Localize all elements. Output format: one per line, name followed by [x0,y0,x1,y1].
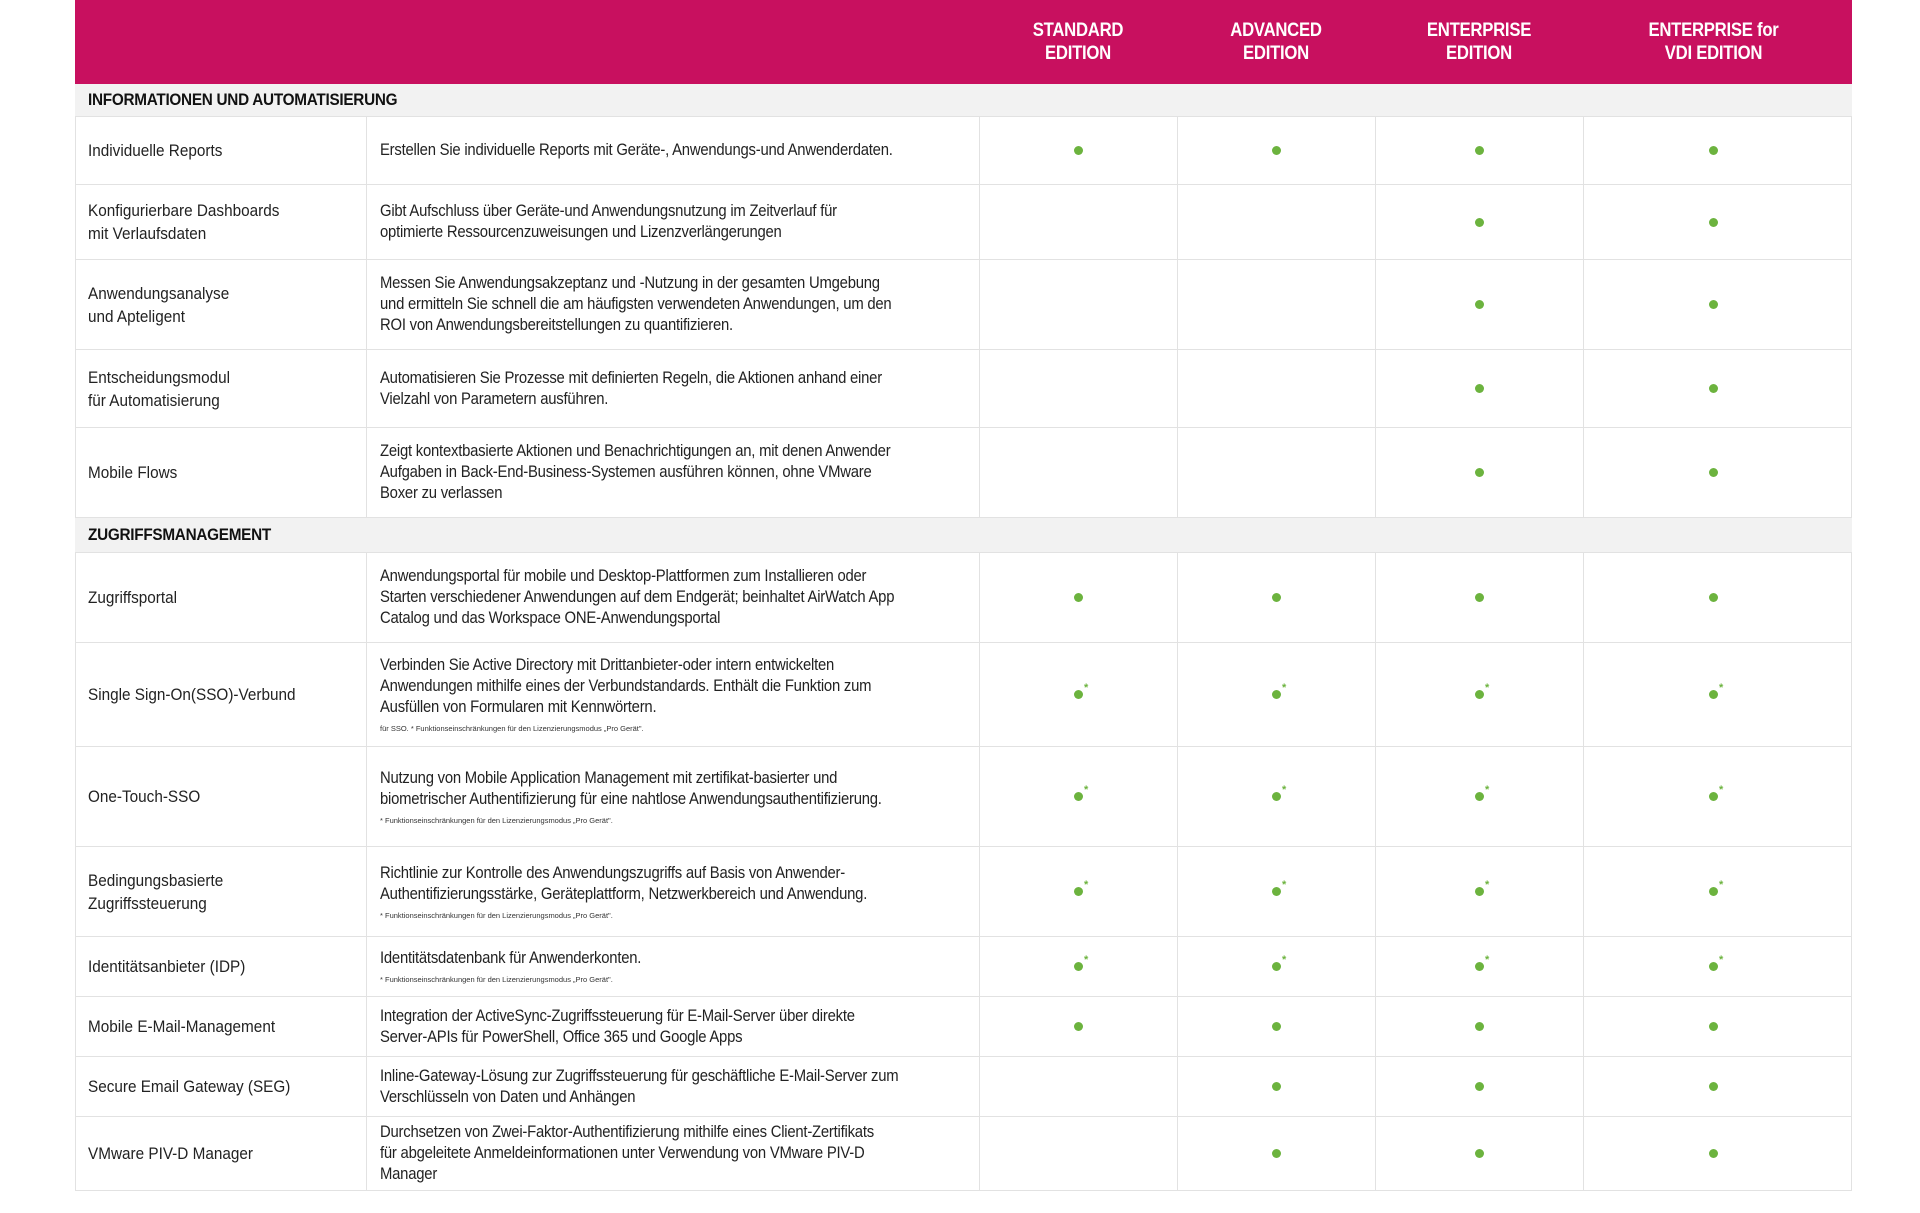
availability-cell [1376,643,1584,746]
feature-cell [76,185,367,259]
feature-description: Automatisieren Sie Prozesse mit definierten Regeln, die Aktionen anhand einer Vielzahl von Parametern ausführen. [380,368,882,408]
feature-description: Identitätsdatenbank für Anwenderkonten. [380,949,642,967]
table-row [75,260,1852,350]
included-dot-icon [1074,1022,1083,1031]
availability-cell [980,428,1178,517]
included-dot-icon [1475,384,1484,393]
availability-cell [980,1117,1178,1190]
included-dot-icon [1709,1022,1718,1031]
footnote: * Funktionseinschränkungen für den Lizenzierungsmodus „Pro Gerät". [380,975,613,984]
included-with-restriction-dot-icon [1074,690,1083,699]
feature-cell [76,937,367,996]
included-with-restriction-dot-icon [1475,887,1484,896]
availability-cell [1178,847,1376,936]
description-cell [367,117,980,184]
availability-cell [1584,260,1843,349]
availability-cell [1584,747,1843,846]
availability-cell [1376,553,1584,642]
feature-cell [76,350,367,427]
availability-cell [1584,117,1843,184]
feature-name: Mobile E-Mail-Management [88,1017,276,1036]
description-cell [367,185,980,259]
feature-description: Inline-Gateway-Lösung zur Zugriffssteuerung für geschäftliche E-Mail-Server zum Verschlüsseln von Daten und Anhängen [380,1066,899,1106]
table-body [75,84,1852,1191]
feature-cell [76,1057,367,1116]
included-with-restriction-dot-icon [1709,792,1718,801]
description-cell [367,997,980,1056]
availability-cell [1178,260,1376,349]
footnote: für SSO. * Funktionseinschränkungen für den Lizenzierungsmodus „Pro Gerät". [380,724,644,733]
included-dot-icon [1272,1149,1281,1158]
feature-name: Bedingungsbasierte Zugriffssteuerung [88,870,224,913]
footnote: * Funktionseinschränkungen für den Lizenzierungsmodus „Pro Gerät". [380,910,613,920]
availability-cell [1376,185,1584,259]
header-enterprise-edition: ENTERPRISE EDITION [1426,20,1532,64]
included-with-restriction-dot-icon [1475,690,1484,699]
description-cell [367,643,980,746]
feature-description: Nutzung von Mobile Application Management mit zertifikat-basierter und biometrischer Authentifizierung für eine nahtlose Anwendungsauthentifizierung. [380,768,882,808]
table-row [75,643,1852,747]
table-row [75,1057,1852,1117]
feature-description: Zeigt kontextbasierte Aktionen und Benachrichtigungen an, mit denen Anwender Aufgaben in Back-End-Business-Systemen ausführen können, ohne VMware Boxer zu verlassen [380,442,891,502]
availability-cell [1584,1057,1843,1116]
included-dot-icon [1475,468,1484,477]
included-dot-icon [1074,146,1083,155]
availability-cell [1376,350,1584,427]
availability-cell [1584,643,1843,746]
availability-cell [1584,937,1843,996]
included-with-restriction-dot-icon [1272,690,1281,699]
included-with-restriction-dot-icon [1709,962,1718,971]
header-enterprise-vdi-edition: ENTERPRISE for VDI EDITION [1648,20,1779,64]
included-dot-icon [1475,1022,1484,1031]
description-cell [367,937,980,996]
header-spacer [75,0,979,84]
feature-description: Durchsetzen von Zwei-Faktor-Authentifizierung mithilfe eines Client-Zertifikats für abgeleitete Anmeldeinformationen unter Verwendung von VMware PIV-D Manager [380,1123,874,1183]
included-dot-icon [1272,146,1281,155]
availability-cell [1584,428,1843,517]
availability-cell [1178,1117,1376,1190]
section-title: ZUGRIFFSMANAGEMENT [88,525,271,544]
feature-name: Entscheidungsmodul für Automatisierung [88,367,231,410]
availability-cell [1178,747,1376,846]
feature-cell [76,553,367,642]
availability-cell [980,847,1178,936]
feature-cell [76,1117,367,1190]
feature-cell [76,117,367,184]
feature-description: Messen Sie Anwendungsakzeptanz und -Nutzung in der gesamten Umgebung und ermitteln Sie schnell die am häufigsten verwendeten Anwendungen, um den ROI von Anwendungsbereitstellungen zu quantifizieren. [380,274,892,334]
table-row [75,937,1852,997]
availability-cell [1178,350,1376,427]
feature-name: Zugriffsportal [88,588,178,607]
description-cell [367,260,980,349]
included-with-restriction-dot-icon [1272,792,1281,801]
description-cell [367,553,980,642]
feature-name: Konfigurierbare Dashboards mit Verlaufsdaten [88,201,280,243]
availability-cell [1178,553,1376,642]
included-with-restriction-dot-icon [1074,887,1083,896]
description-cell [367,747,980,846]
feature-name: Individuelle Reports [88,141,223,160]
availability-cell [1584,553,1843,642]
feature-name: Identitätsanbieter (IDP) [88,957,246,976]
availability-cell [980,643,1178,746]
section-title: INFORMATIONEN UND AUTOMATISIERUNG [88,90,398,109]
availability-cell [1178,937,1376,996]
availability-cell [980,1057,1178,1116]
table-row [75,350,1852,428]
header-standard-edition: STANDARD EDITION [1032,20,1124,64]
included-with-restriction-dot-icon [1709,690,1718,699]
availability-cell [1584,350,1843,427]
included-with-restriction-dot-icon [1709,887,1718,896]
availability-cell [980,937,1178,996]
included-with-restriction-dot-icon [1074,962,1083,971]
table-row [75,847,1852,937]
feature-description: Anwendungsportal für mobile und Desktop-Plattformen zum Installieren oder Starten verschiedener Anwendungen auf dem Endgerät; beinhaltet AirWatch App Catalog und das Workspace ONE-Anwendungsportal [380,567,895,627]
availability-cell [1584,1117,1843,1190]
included-dot-icon [1475,1082,1484,1091]
included-dot-icon [1709,218,1718,227]
included-dot-icon [1709,1149,1718,1158]
feature-comparison-table [75,0,1852,1191]
availability-cell [1584,847,1843,936]
availability-cell [1584,185,1843,259]
availability-cell [1376,937,1584,996]
included-dot-icon [1272,1022,1281,1031]
availability-cell [1376,1117,1584,1190]
table-row [75,428,1852,518]
feature-cell [76,643,367,746]
availability-cell [1376,747,1584,846]
table-row [75,117,1852,185]
availability-cell [980,553,1178,642]
availability-cell [1376,428,1584,517]
feature-name: Single Sign-On(SSO)-Verbund [88,685,296,704]
included-dot-icon [1475,1149,1484,1158]
header-advanced-edition: ADVANCED EDITION [1230,20,1322,64]
table-row [75,553,1852,643]
availability-cell [1178,428,1376,517]
included-dot-icon [1074,593,1083,602]
included-with-restriction-dot-icon [1272,887,1281,896]
availability-cell [1376,1057,1584,1116]
table-header [75,0,1852,84]
feature-description: Gibt Aufschluss über Geräte-und Anwendungsnutzung im Zeitverlauf für optimierte Ressourcenzuweisungen und Lizenzverlängerungen [380,202,837,241]
table-row [75,747,1852,847]
availability-cell [980,350,1178,427]
feature-description: Richtlinie zur Kontrolle des Anwendungszugriffs auf Basis von Anwender- Authentifizierungsstärke, Geräteplattform, Netzwerkbereich und Anwendung. [380,863,868,903]
feature-description: Erstellen Sie individuelle Reports mit Geräte-, Anwendungs-und Anwenderdaten. [380,141,893,159]
description-cell [367,1057,980,1116]
feature-name: One-Touch-SSO [88,787,201,806]
feature-description: Verbinden Sie Active Directory mit Drittanbieter-oder intern entwickelten Anwendungen mithilfe eines der Verbundstandards. Enthält die Funktion zum Ausfüllen von Formularen mit Kennwörtern. [380,656,872,716]
included-dot-icon [1709,468,1718,477]
description-cell [367,847,980,936]
table-row [75,997,1852,1057]
feature-cell [76,747,367,846]
included-dot-icon [1272,1082,1281,1091]
description-cell [367,1117,980,1190]
feature-name: Mobile Flows [88,463,178,482]
availability-cell [980,997,1178,1056]
included-dot-icon [1272,593,1281,602]
availability-cell [1178,1057,1376,1116]
availability-cell [980,260,1178,349]
footnote: * Funktionseinschränkungen für den Lizenzierungsmodus „Pro Gerät". [380,815,613,825]
availability-cell [1178,185,1376,259]
availability-cell [1376,997,1584,1056]
availability-cell [980,117,1178,184]
availability-cell [1178,643,1376,746]
availability-cell [980,185,1178,259]
description-cell [367,428,980,517]
included-with-restriction-dot-icon [1074,792,1083,801]
included-dot-icon [1709,146,1718,155]
feature-name: Anwendungsanalyse und Apteligent [88,283,230,326]
included-with-restriction-dot-icon [1272,962,1281,971]
included-dot-icon [1475,218,1484,227]
feature-cell [76,260,367,349]
table-row [75,185,1852,260]
included-with-restriction-dot-icon [1475,962,1484,971]
availability-cell [1584,997,1843,1056]
availability-cell [1376,847,1584,936]
section-header [75,84,1852,117]
availability-cell [1376,260,1584,349]
included-dot-icon [1475,593,1484,602]
table-row [75,1117,1852,1191]
feature-name: VMware PIV-D Manager [88,1144,253,1163]
included-dot-icon [1709,300,1718,309]
feature-cell [76,847,367,936]
description-cell [367,350,980,427]
feature-cell [76,997,367,1056]
included-dot-icon [1709,384,1718,393]
availability-cell [1376,117,1584,184]
included-dot-icon [1475,146,1484,155]
availability-cell [1178,117,1376,184]
feature-name: Secure Email Gateway (SEG) [88,1077,291,1096]
included-dot-icon [1709,1082,1718,1091]
feature-cell [76,428,367,517]
included-with-restriction-dot-icon [1475,792,1484,801]
feature-description: Integration der ActiveSync-Zugriffssteuerung für E-Mail-Server über direkte Server-APIs für PowerShell, Office 365 und Google Apps [380,1006,855,1046]
availability-cell [980,747,1178,846]
included-dot-icon [1709,593,1718,602]
section-header [75,518,1852,553]
availability-cell [1178,997,1376,1056]
included-dot-icon [1475,300,1484,309]
